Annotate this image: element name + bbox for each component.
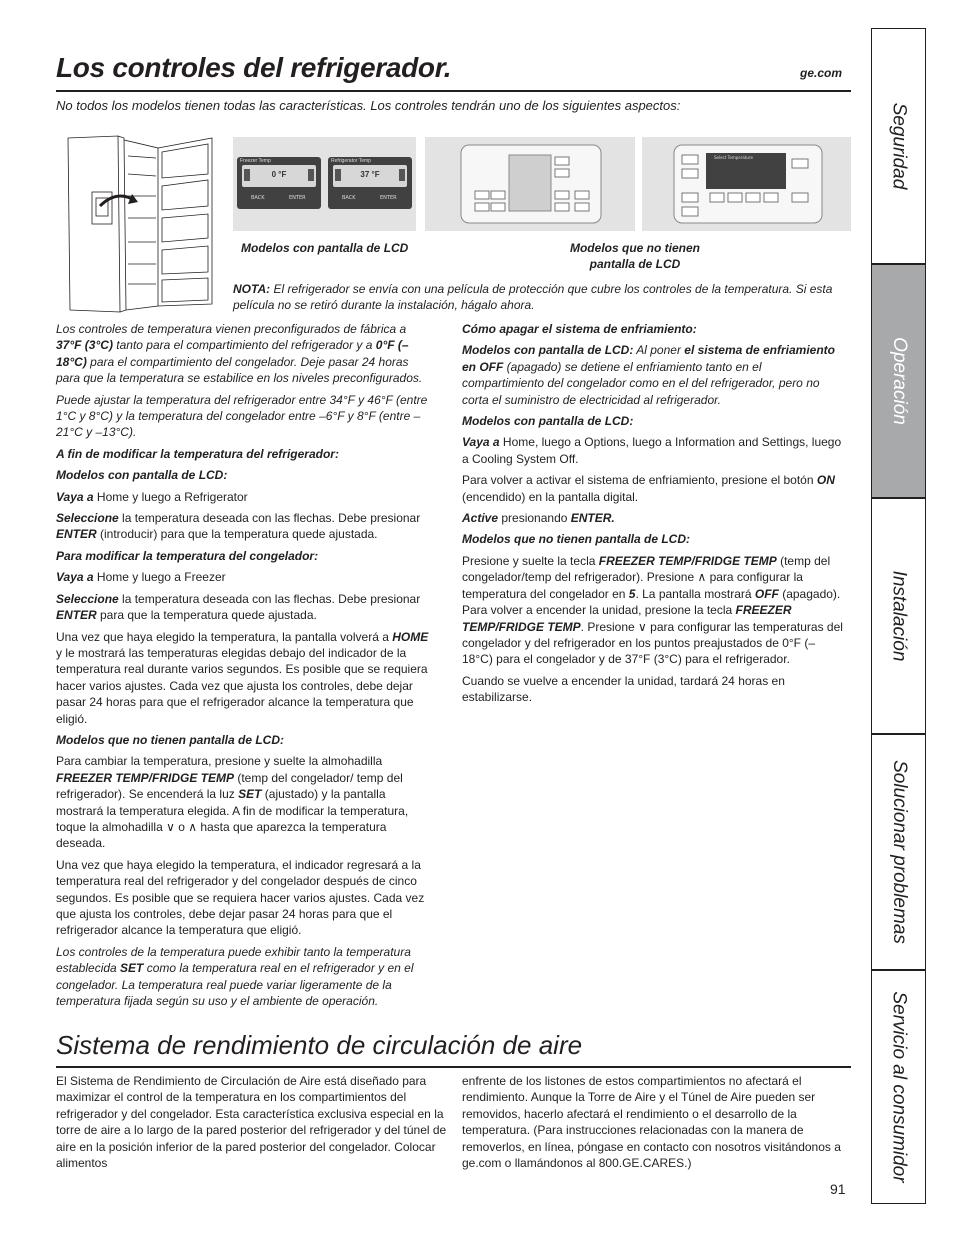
- tab-solucionar-problemas[interactable]: Solucionar problemas: [871, 734, 926, 970]
- lcd-display-freezer: Freezer Temp 0 °F BACK ENTER: [237, 157, 321, 209]
- lcd-temp-freezer: 0 °F: [271, 170, 287, 179]
- caption-no-lcd: Modelos que no tienen pantalla de LCD: [569, 241, 700, 271]
- lcd-left-arrow-icon: [335, 169, 341, 181]
- non-lcd-panel-image: [425, 137, 635, 231]
- section-title: Sistema de rendimiento de circulación de aire: [56, 1030, 583, 1060]
- button-panel-illustration: [642, 137, 851, 231]
- tab-operacion[interactable]: Operación: [871, 264, 926, 498]
- lcd-left-arrow-icon: [244, 169, 250, 181]
- caption-lcd: Modelos con pantalla de LCD: [241, 241, 409, 255]
- tab-servicio-consumidor[interactable]: Servicio al consumidor: [871, 970, 926, 1204]
- left-column: Los controles de temperatura vienen preconfigurados de fábrica a 37°F (3°C) tanto para el compartimiento del refrigerador y a 0°F (–18°C) para el compartimiento del congelador. Deje pasar 24 horas para que la temperatura se estabilice en los niveles preconfigurados. Puede ajustar la temperatura del refrigerador entre 34°F y 46°F (entre 1°C y 8°C) y la temperatura del congelador entre –6°F y 8°F (entre –21°C y –13°C). A fin de modificar la temperatura del refrigerador: Modelos con pantalla de LCD: Vaya a Home y luego a Refrigerator Seleccione la temperatura deseada con las flechas. Debe presionar ENTER (introducir) para que la temperatura quede ajustada. Para modificar la temperatura del congelador: Vaya a Home y luego a Freezer Seleccione la temperatura deseada con las flechas. Debe presionar ENTER para que la temperatura quede ajustada. Una vez que haya elegido la temperatura, la pantalla volverá a HOME y le mostrará las temperaturas elegidas debajo del indicador de la temperatura real durante varios segundos. Es posible que se requiera hacer varios ajustes. Cada vez que ajusta los controles, debe dejar pasar 24 horas para que el refrigerador alcance la temperatura que eligió. Modelos que no tienen pantalla de LCD: Para cambiar la temperatura, presione y suelte la almohadilla FREEZER TEMP/FRIDGE TEMP (temp del congelador/ temp del refrigerador). Se encenderá la luz SET (ajustado) y la pantalla mostrará la temperatura elegida. A fin de modificar la temperatura, toque la almohadilla ∨ o ∧ hasta que aparezca la temperatura deseada. Una vez que haya elegido la temperatura, el indicador regresará a la temperatura real del refrigerador y del congelador después de cinco segundos. Es posible que se requiera hacer varios ajustes. Cada vez que ajusta los controles, debe dejar pasar 24 horas para que el refrigerador alcance la temperatura que eligió. Los controles de la temperatura puede exhibir tanto la temperatura establecida SET como la temperatura real en el refrigerador y en el congelador. La temperatura real puede variar ligeramente de la temperatura fijada según su uso y el ambiente de operación.: [56, 322, 429, 1009]
- control-pad-illustration: [425, 137, 635, 231]
- section-left-text: El Sistema de Rendimiento de Circulación de Aire está diseñado para maximizar el control de la temperatura en los compartimientos del refrigerador y del congelador. Esta característica exclusiva especial en la torre de aire a lo largo de la pared posterior del refrigerador y del túnel de aire en la posición inferior de la pared posterior del congelador. Colocar alimentos: [56, 1074, 447, 1171]
- intro-text: No todos los modelos tienen todas las características. Los controles tendrán uno de los siguientes aspectos:: [56, 98, 681, 113]
- right-column: Cómo apagar el sistema de enfriamiento: Modelos con pantalla de LCD: Al poner el sistema de enfriamiento en OFF (apagado) se detiene el enfriamiento tanto en el compartimiento del congelador como en el del refrigerador, pero no corta el suministro de electricidad al refrigerador. Modelos con pantalla de LCD: Vaya a Home, luego a Options, luego a Information and Settings, luego a Cooling System Off. Para volver a activar el sistema de enfriamiento, presione el botón ON (encendido) en la pantalla digital. Active presionando ENTER. Modelos que no tienen pantalla de LCD: Presione y suelte la tecla FREEZER TEMP/FRIDGE TEMP (temp del congelador/temp del refrigerador). Presione ∧ para configurar la temperatura del congelador en 5. La pantalla mostrará OFF (apagado). Para volver a encender la unidad, presione la tecla FREEZER TEMP/FRIDGE TEMP. Presione ∨ para configurar las temperaturas del congelador y del refrigerador en los puntos preajustados de 0°F (–18°C) para el congelador y de 37°F (3°C) para el refrigerador. Cuando se vuelve a encender la unidad, tardará 24 horas en estabilizarse.: [462, 322, 843, 705]
- page-number: 91: [830, 1181, 846, 1197]
- section-right-text: enfrente de los listones de estos compartimientos no afectará el rendimiento. Aunque la Torre de Aire y el Túnel de Aire pueden ser removidos, hacerlo afectará el rendimiento o el desarrollo de la temperatura. (Para instrucciones relacionadas con la manera de removerlos, en línea, póngase en contacto con nosotros visitándonos a ge.com o llamándonos al 800.GE.CARES.): [462, 1074, 841, 1171]
- site-url: ge.com: [800, 66, 843, 80]
- non-lcd-panel-image-2: Select Temperature: [642, 137, 851, 231]
- lcd-panel-image: [233, 137, 416, 231]
- tab-instalacion[interactable]: Instalación: [871, 498, 926, 734]
- section-rule: [56, 1066, 851, 1068]
- note-text: NOTA: El refrigerador se envía con una película de protección que cubre los controles de la temperatura. Si esta película no se retiró durante la instalación, hágalo ahora.: [233, 282, 833, 312]
- lcd-right-arrow-icon: [399, 169, 405, 181]
- title-rule: [56, 90, 851, 92]
- refrigerator-illustration: [62, 134, 218, 316]
- lcd-temp-fridge: 37 °F: [360, 170, 380, 179]
- page-title: Los controles del refrigerador.: [56, 52, 452, 83]
- lcd-right-arrow-icon: [308, 169, 314, 181]
- lcd-display-fridge: Refrigerator Temp 37 °F BACK ENTER: [328, 157, 412, 209]
- tab-seguridad[interactable]: Seguridad: [871, 28, 926, 264]
